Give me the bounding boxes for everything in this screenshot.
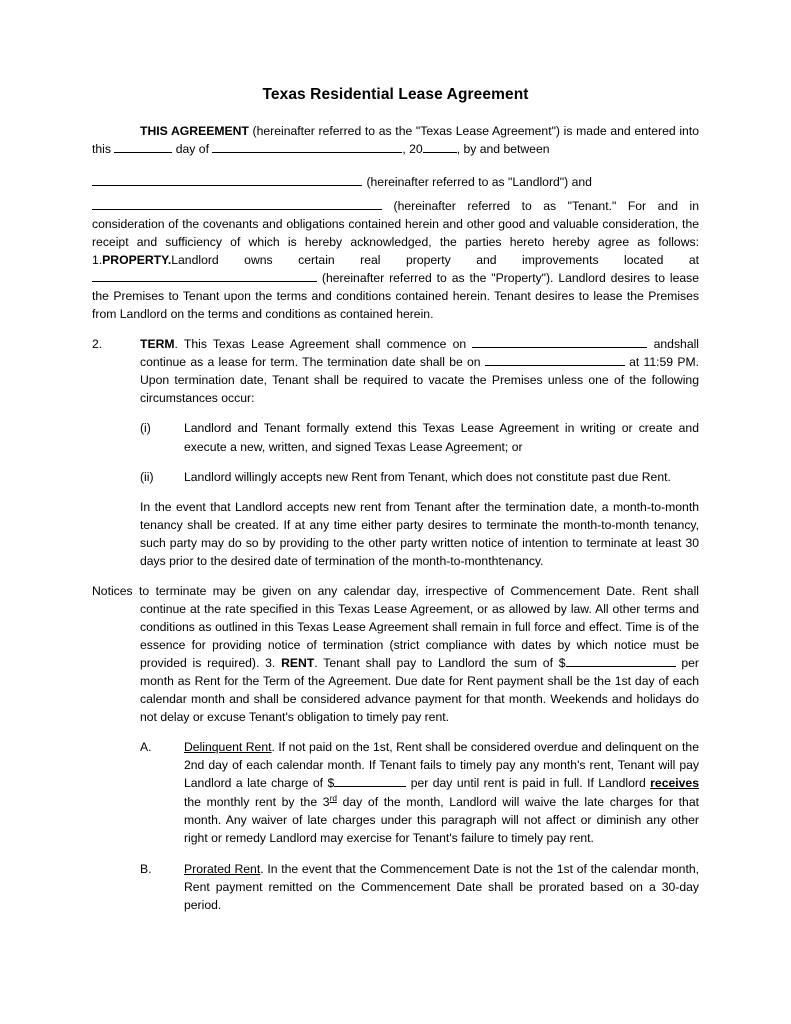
section-prorated-rent <box>92 860 699 914</box>
blank-day[interactable] <box>114 140 172 153</box>
notices-text-b: . Tenant shall pay to Landlord the sum of $ <box>314 655 566 670</box>
intro-line4a: Landlord owns certain real property and improvements located at <box>171 253 699 268</box>
month-to-month-paragraph: In the event that Landlord accepts new rent from Tenant after the termination date, a month-to-month tenancy shall be created. If at any time either party desires to terminate the month-to-month tenancy, such party may do so by providing to the other party written notice of intention to terminate at least 30 days prior to the desired date of termination of the month-to-monthtenancy. <box>140 499 699 568</box>
section-term-heading: TERM <box>140 337 175 352</box>
section-a-text-b: per day until rent is paid in full. If Landlord <box>410 776 646 791</box>
section-delinquent-rent <box>92 738 699 847</box>
section-b-text: . In the event that the Commencement Date is not the 1st of the calendar month, Rent payment remitted on the Commencement Date shall be prorated based on a 30-day period. <box>184 861 699 912</box>
section-term-text-a: . This Texas Lease Agreement shall commence on <box>174 337 467 352</box>
intro-lead-bold: THIS AGREEMENT <box>140 124 249 138</box>
section-b-marker: B. <box>140 861 152 876</box>
blank-property-address[interactable] <box>92 270 317 283</box>
term-item-ii-text: Landlord willingly accepts new Rent from Tenant, which does not constitute past due Rent. <box>184 469 671 484</box>
receives-emphasis: receives <box>650 776 699 791</box>
section-b-body <box>184 860 699 914</box>
section-a-marker: A. <box>140 740 152 755</box>
intro-line1c: , 20 <box>402 142 423 157</box>
blank-late-charge[interactable] <box>334 775 406 788</box>
blank-landlord-name[interactable] <box>92 170 362 186</box>
notices-text-c: per month as Rent for the Term of the Agreement. Due date for Rent payment shall be the 1st day of each calendar month and shall be considered advance payment for that month. Weekends and holidays do not delay or excuse Tenant's obligation to timely pay rent. <box>140 655 699 725</box>
section-a-body <box>184 738 699 847</box>
notices-text-a: Notices to terminate may be given on any calendar day, irrespective of Commencement Date. Rent shall continue at the rate specified in this Texas Lease Agreement, or as allowed by law. All other terms and conditions as outlined in this Texas Lease Agreement shall remain in full force and effect. Time is of the essence for providing notice of termination (strict compliance with dates by which notice must be provided is required). 3. <box>92 583 699 670</box>
prorated-rent-heading: Prorated Rent <box>184 861 261 876</box>
blank-commencement-date[interactable] <box>472 336 647 349</box>
intro-line3a: (hereinafter referred to as "Tenant." For and in consideration of the covenants and obligations contained herein and other good and valuable consideration, the receipt and sufficiency of which is hereby acknowledged, the parties hereto hereby agree as follows: 1. <box>92 198 699 268</box>
term-item-ii-marker: (ii) <box>140 469 154 484</box>
intro-line5a: (hereinafter referred to as the "Property"). Landlord desires to lease the Premises to Tenant upon the terms and conditions contained herein. Tenant desires to lease the Premises from Landlord on the terms and conditions as contained herein. <box>92 271 699 322</box>
blank-year[interactable] <box>423 140 457 153</box>
tenant-paragraph <box>92 197 699 323</box>
blank-month[interactable] <box>212 140 402 153</box>
intro-line1d: , by and between <box>456 142 550 157</box>
blank-rent-amount[interactable] <box>566 654 676 667</box>
section-term-text-b: andshall continue as a lease for term. The termination date shall be on <box>140 337 700 370</box>
property-heading: PROPERTY. <box>102 253 172 268</box>
section-term-number: 2. <box>92 337 103 352</box>
rent-heading: RENT <box>281 655 315 670</box>
term-item-i <box>92 419 699 455</box>
section-term-body <box>140 335 699 407</box>
intro-line1a: (hereinafter referred to as the "Texas Lease Agreement") is made and entered into this <box>92 124 699 157</box>
section-a-text-d: day of the month, Landlord will waive the late charges for that month. Any waiver of late charges under this paragraph will not affect or diminish any other right or remedy Landlord may exercise for Tenant's failure to timely pay rent. <box>184 795 699 846</box>
page-title: Texas Residential Lease Agreement <box>262 86 529 103</box>
landlord-line <box>92 170 699 194</box>
term-item-i-text: Landlord and Tenant formally extend this Texas Lease Agreement in writing or create and execute a new, written, and signed Texas Lease Agreement; or <box>184 421 699 454</box>
term-item-ii <box>92 468 699 486</box>
section-a-text-a: . If not paid on the 1st, Rent shall be considered overdue and delinquent on the 2nd day of each calendar month. If Tenant fails to timely pay any month's rent, Tenant will pay Landlord a late charge of $ <box>184 740 699 791</box>
delinquent-rent-heading: Delinquent Rent <box>184 740 272 755</box>
intro-line1b: day of <box>175 142 209 157</box>
intro-paragraph <box>92 122 699 158</box>
section-a-text-c: the monthly rent by the 3 <box>184 795 330 810</box>
section-term-text-c: at 11:59 PM. Upon termination date, Tenant shall be required to vacate the Premises unless one of the following circumstances occur: <box>140 355 699 406</box>
blank-termination-date[interactable] <box>485 354 625 367</box>
section-term <box>92 335 699 407</box>
ordinal-suffix: rd <box>329 793 337 804</box>
blank-tenant-name[interactable] <box>92 197 382 210</box>
term-item-i-marker: (i) <box>140 421 151 436</box>
intro-line2a: (hereinafter referred to as "Landlord") and <box>366 175 592 190</box>
notices-paragraph <box>92 582 699 726</box>
